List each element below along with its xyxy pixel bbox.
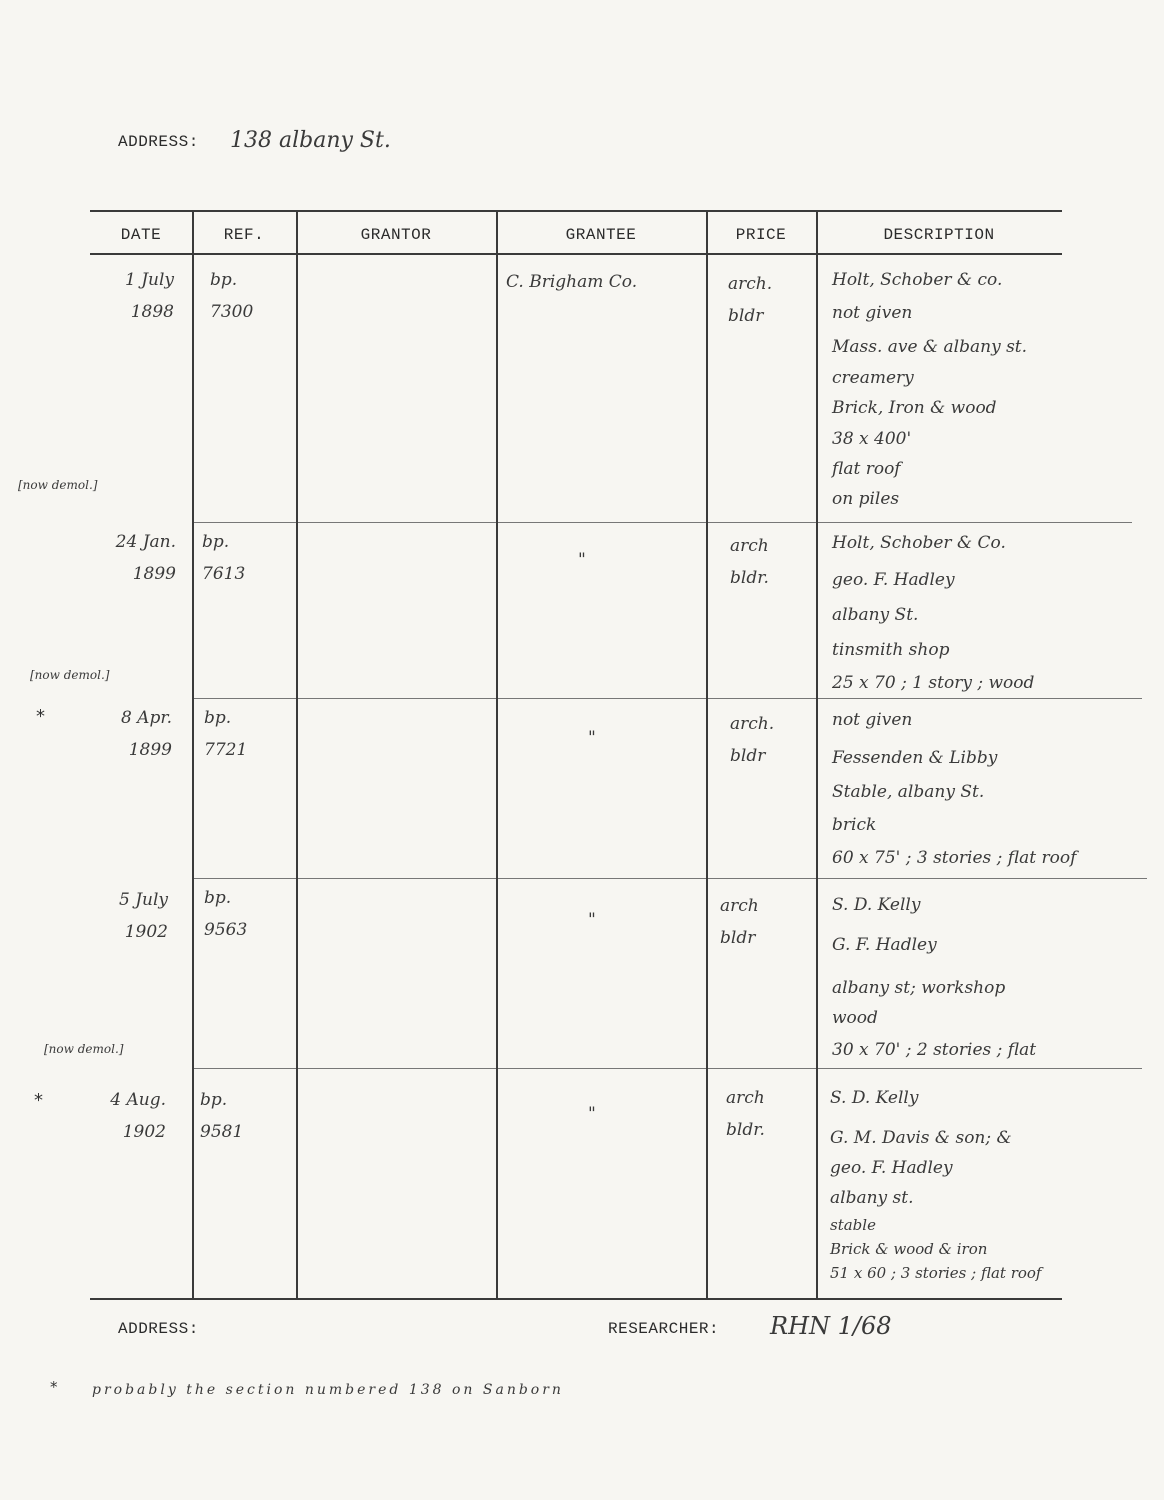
table-bottom-rule <box>90 1298 1062 1300</box>
researcher-value: RHN 1/68 <box>770 1312 892 1340</box>
date-day: 1 July <box>124 270 174 290</box>
date-year: 1902 <box>124 922 168 942</box>
footer-address-label: ADDRESS: <box>118 1320 199 1338</box>
price-line: arch <box>726 1088 765 1108</box>
demolished-note: [now demol.] <box>18 478 98 492</box>
price-line: arch <box>730 536 769 556</box>
row-divider <box>192 698 1142 699</box>
description-line: G. F. Hadley <box>832 935 937 955</box>
description-line: flat roof <box>832 459 901 479</box>
asterisk-mark: * <box>36 706 45 727</box>
description-line: Mass. ave & albany st. <box>832 337 1028 357</box>
description-line: 25 x 70 ; 1 story ; wood <box>832 673 1035 693</box>
description-line: Holt, Schober & Co. <box>832 533 1006 553</box>
col-header-price: PRICE <box>735 226 787 244</box>
description-line: Brick & wood & iron <box>830 1240 988 1258</box>
row-divider <box>192 522 1132 523</box>
date-year: 1899 <box>128 740 172 760</box>
description-line: on piles <box>832 489 900 509</box>
demolished-note: [now demol.] <box>30 668 110 682</box>
asterisk-mark: * <box>34 1090 43 1111</box>
col-header-grantee: GRANTEE <box>565 226 637 244</box>
researcher-label: RESEARCHER: <box>608 1320 720 1338</box>
column-divider <box>706 210 708 1298</box>
grantee: " <box>588 910 596 930</box>
grantee: " <box>588 728 596 748</box>
ref-prefix: bp. <box>210 270 238 290</box>
description-line: S. D. Kelly <box>830 1088 919 1108</box>
demolished-note: [now demol.] <box>44 1042 124 1056</box>
description-line: albany st. <box>830 1188 914 1208</box>
ref-prefix: bp. <box>204 708 232 728</box>
grantee: " <box>588 1104 596 1124</box>
description-line: albany st; workshop <box>832 978 1006 998</box>
description-line: albany St. <box>832 605 919 625</box>
description-line: 30 x 70' ; 2 stories ; flat <box>832 1040 1037 1060</box>
col-header-ref: REF. <box>223 226 265 244</box>
date-day: 24 Jan. <box>115 532 176 552</box>
table-header-rule <box>90 253 1062 255</box>
column-divider <box>816 210 818 1298</box>
description-line: Holt, Schober & co. <box>832 270 1003 290</box>
column-divider <box>192 210 194 1298</box>
table-top-rule <box>90 210 1062 212</box>
footnote-asterisk: * <box>50 1378 58 1396</box>
description-line: wood <box>832 1008 878 1028</box>
date-year: 1899 <box>132 564 176 584</box>
ref-number: 7721 <box>204 740 248 760</box>
price-line: bldr. <box>730 568 769 588</box>
row-divider <box>192 1068 1142 1069</box>
description-line: Brick, Iron & wood <box>832 398 997 418</box>
price-line: bldr. <box>726 1120 765 1140</box>
ref-number: 7300 <box>210 302 254 322</box>
ref-prefix: bp. <box>202 532 230 552</box>
description-line: tinsmith shop <box>832 640 950 660</box>
row-divider <box>192 878 1147 879</box>
column-divider <box>296 210 298 1298</box>
description-line: Stable, albany St. <box>832 782 985 802</box>
price-line: arch <box>720 896 759 916</box>
description-line: S. D. Kelly <box>832 895 921 915</box>
description-line: stable <box>830 1216 876 1234</box>
col-header-description: DESCRIPTION <box>883 226 995 244</box>
description-line: creamery <box>832 368 914 388</box>
description-line: Fessenden & Libby <box>832 748 998 768</box>
column-divider <box>496 210 498 1298</box>
description-line: 38 x 400' <box>832 429 912 449</box>
date-day: 4 Aug. <box>110 1090 166 1110</box>
description-line: not given <box>832 303 913 323</box>
description-line: geo. F. Hadley <box>832 570 955 590</box>
date-day: 5 July <box>118 890 168 910</box>
description-line: not given <box>832 710 913 730</box>
date-year: 1902 <box>122 1122 166 1142</box>
description-line: 51 x 60 ; 3 stories ; flat roof <box>830 1264 1042 1282</box>
address-label: ADDRESS: <box>118 133 199 151</box>
ref-prefix: bp. <box>200 1090 228 1110</box>
description-line: 60 x 75' ; 3 stories ; flat roof <box>832 848 1077 868</box>
price-line: arch. <box>730 714 775 734</box>
address-value: 138 albany St. <box>230 128 391 153</box>
description-line: brick <box>832 815 877 835</box>
grantee: C. Brigham Co. <box>506 272 638 292</box>
ref-prefix: bp. <box>204 888 232 908</box>
price-line: bldr <box>730 746 766 766</box>
price-line: arch. <box>728 274 773 294</box>
date-day: 8 Apr. <box>120 708 172 728</box>
price-line: bldr <box>720 928 756 948</box>
price-line: bldr <box>728 306 764 326</box>
col-header-date: DATE <box>120 226 162 244</box>
ref-number: 9563 <box>204 920 248 940</box>
footnote-text: probably the section numbered 138 on Sanborn <box>92 1382 564 1398</box>
date-year: 1898 <box>130 302 174 322</box>
ref-number: 9581 <box>200 1122 244 1142</box>
description-line: geo. F. Hadley <box>830 1158 953 1178</box>
description-line: G. M. Davis & son; & <box>830 1128 1012 1148</box>
col-header-grantor: GRANTOR <box>360 226 432 244</box>
grantee: " <box>578 550 586 570</box>
ref-number: 7613 <box>202 564 246 584</box>
